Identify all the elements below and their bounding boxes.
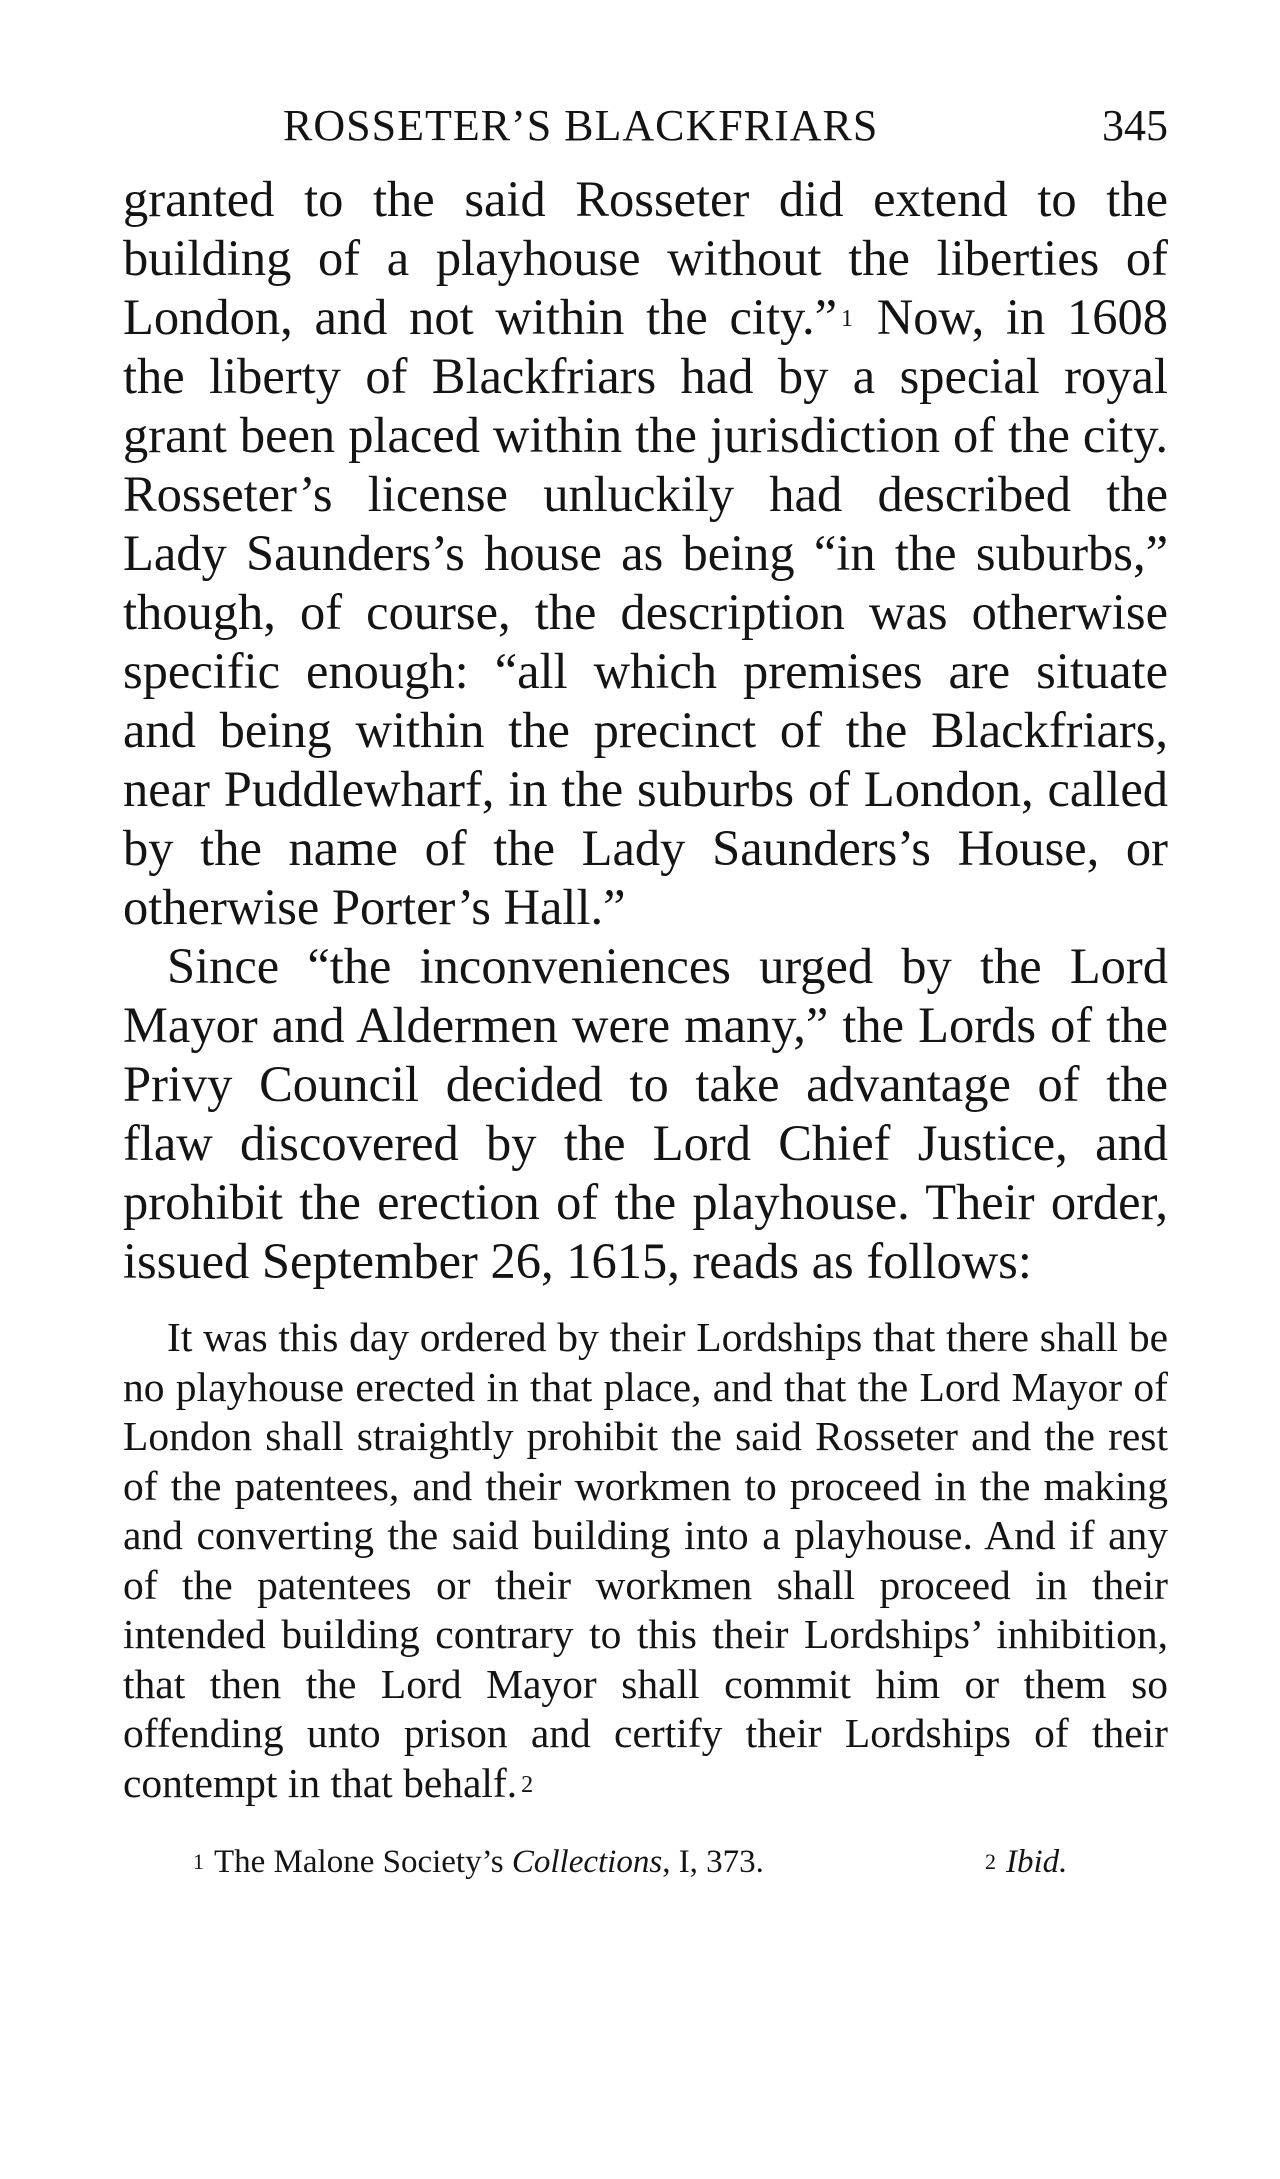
footnote-ref-1: 1 xyxy=(841,306,854,332)
paragraph-1-part-2: Now, in 1608 the liberty of Blackfriars had by a special royal grant been placed within the jurisdiction of the city. Rosseter’s license unluckily had described the Lady Saunders’s house as being “in the suburbs,” though, of course, the description was otherwise specific enough: “all which premises are situate and being within the precinct of the Blackfriars, near Puddlewharf, in the suburbs of London, called by the name of the Lady Saunders’s House, or otherwise Porter’s Hall.” xyxy=(123,289,1168,935)
paragraph-1 xyxy=(123,170,1168,937)
footnote-1-number: 1 xyxy=(193,1849,204,1874)
running-title: ROSSETER’S BLACKFRIARS xyxy=(283,101,879,150)
footnote-1-text-before: The Malone Society’s xyxy=(214,1844,512,1880)
footnote-2-number: 2 xyxy=(985,1849,996,1874)
paragraph-2: Since “the inconveniences urged by the Lord Mayor and Aldermen were many,” the Lords of the Privy Council decided to take advantage of the flaw discovered by the Lord Chief Justice, and prohibit the erection of the playhouse. Their order, issued September 26, 1615, reads as follows: xyxy=(123,938,1168,1289)
body-text xyxy=(123,170,1168,1291)
block-quote-text: It was this day ordered by their Lordships that there shall be no playhouse erected in that place, and that the Lord Mayor of London shall straightly prohibit the said Rosseter and the rest of the patentees, and their workmen to proceed in the making and converting the said building into a playhouse. And if any of the patentees or their workmen shall proceed in their intended building contrary to this their Lordships’ inhibition, that then the Lord Mayor shall commit him or them so offending unto prison and certify their Lordships of their contempt in that behalf. xyxy=(123,1314,1168,1806)
book-page xyxy=(123,100,1168,1892)
block-quote xyxy=(123,1313,1168,1808)
footnote-1-italic: Collections xyxy=(511,1844,663,1880)
footnote-ref-2: 2 xyxy=(521,1771,534,1798)
footnote-1-text-after: , I, 373. xyxy=(662,1844,764,1880)
footnote-2 xyxy=(985,1842,1067,1882)
footnotes xyxy=(123,1842,1168,1892)
footnote-2-italic: Ibid. xyxy=(1006,1844,1068,1880)
page-number: 345 xyxy=(1102,101,1168,150)
running-head xyxy=(123,100,1168,170)
footnote-1 xyxy=(193,1842,764,1882)
paragraph-1-part-1: granted to the said Rosseter did extend to the building of a playhouse without the liberties of London, and not within the city.” xyxy=(123,171,1168,345)
